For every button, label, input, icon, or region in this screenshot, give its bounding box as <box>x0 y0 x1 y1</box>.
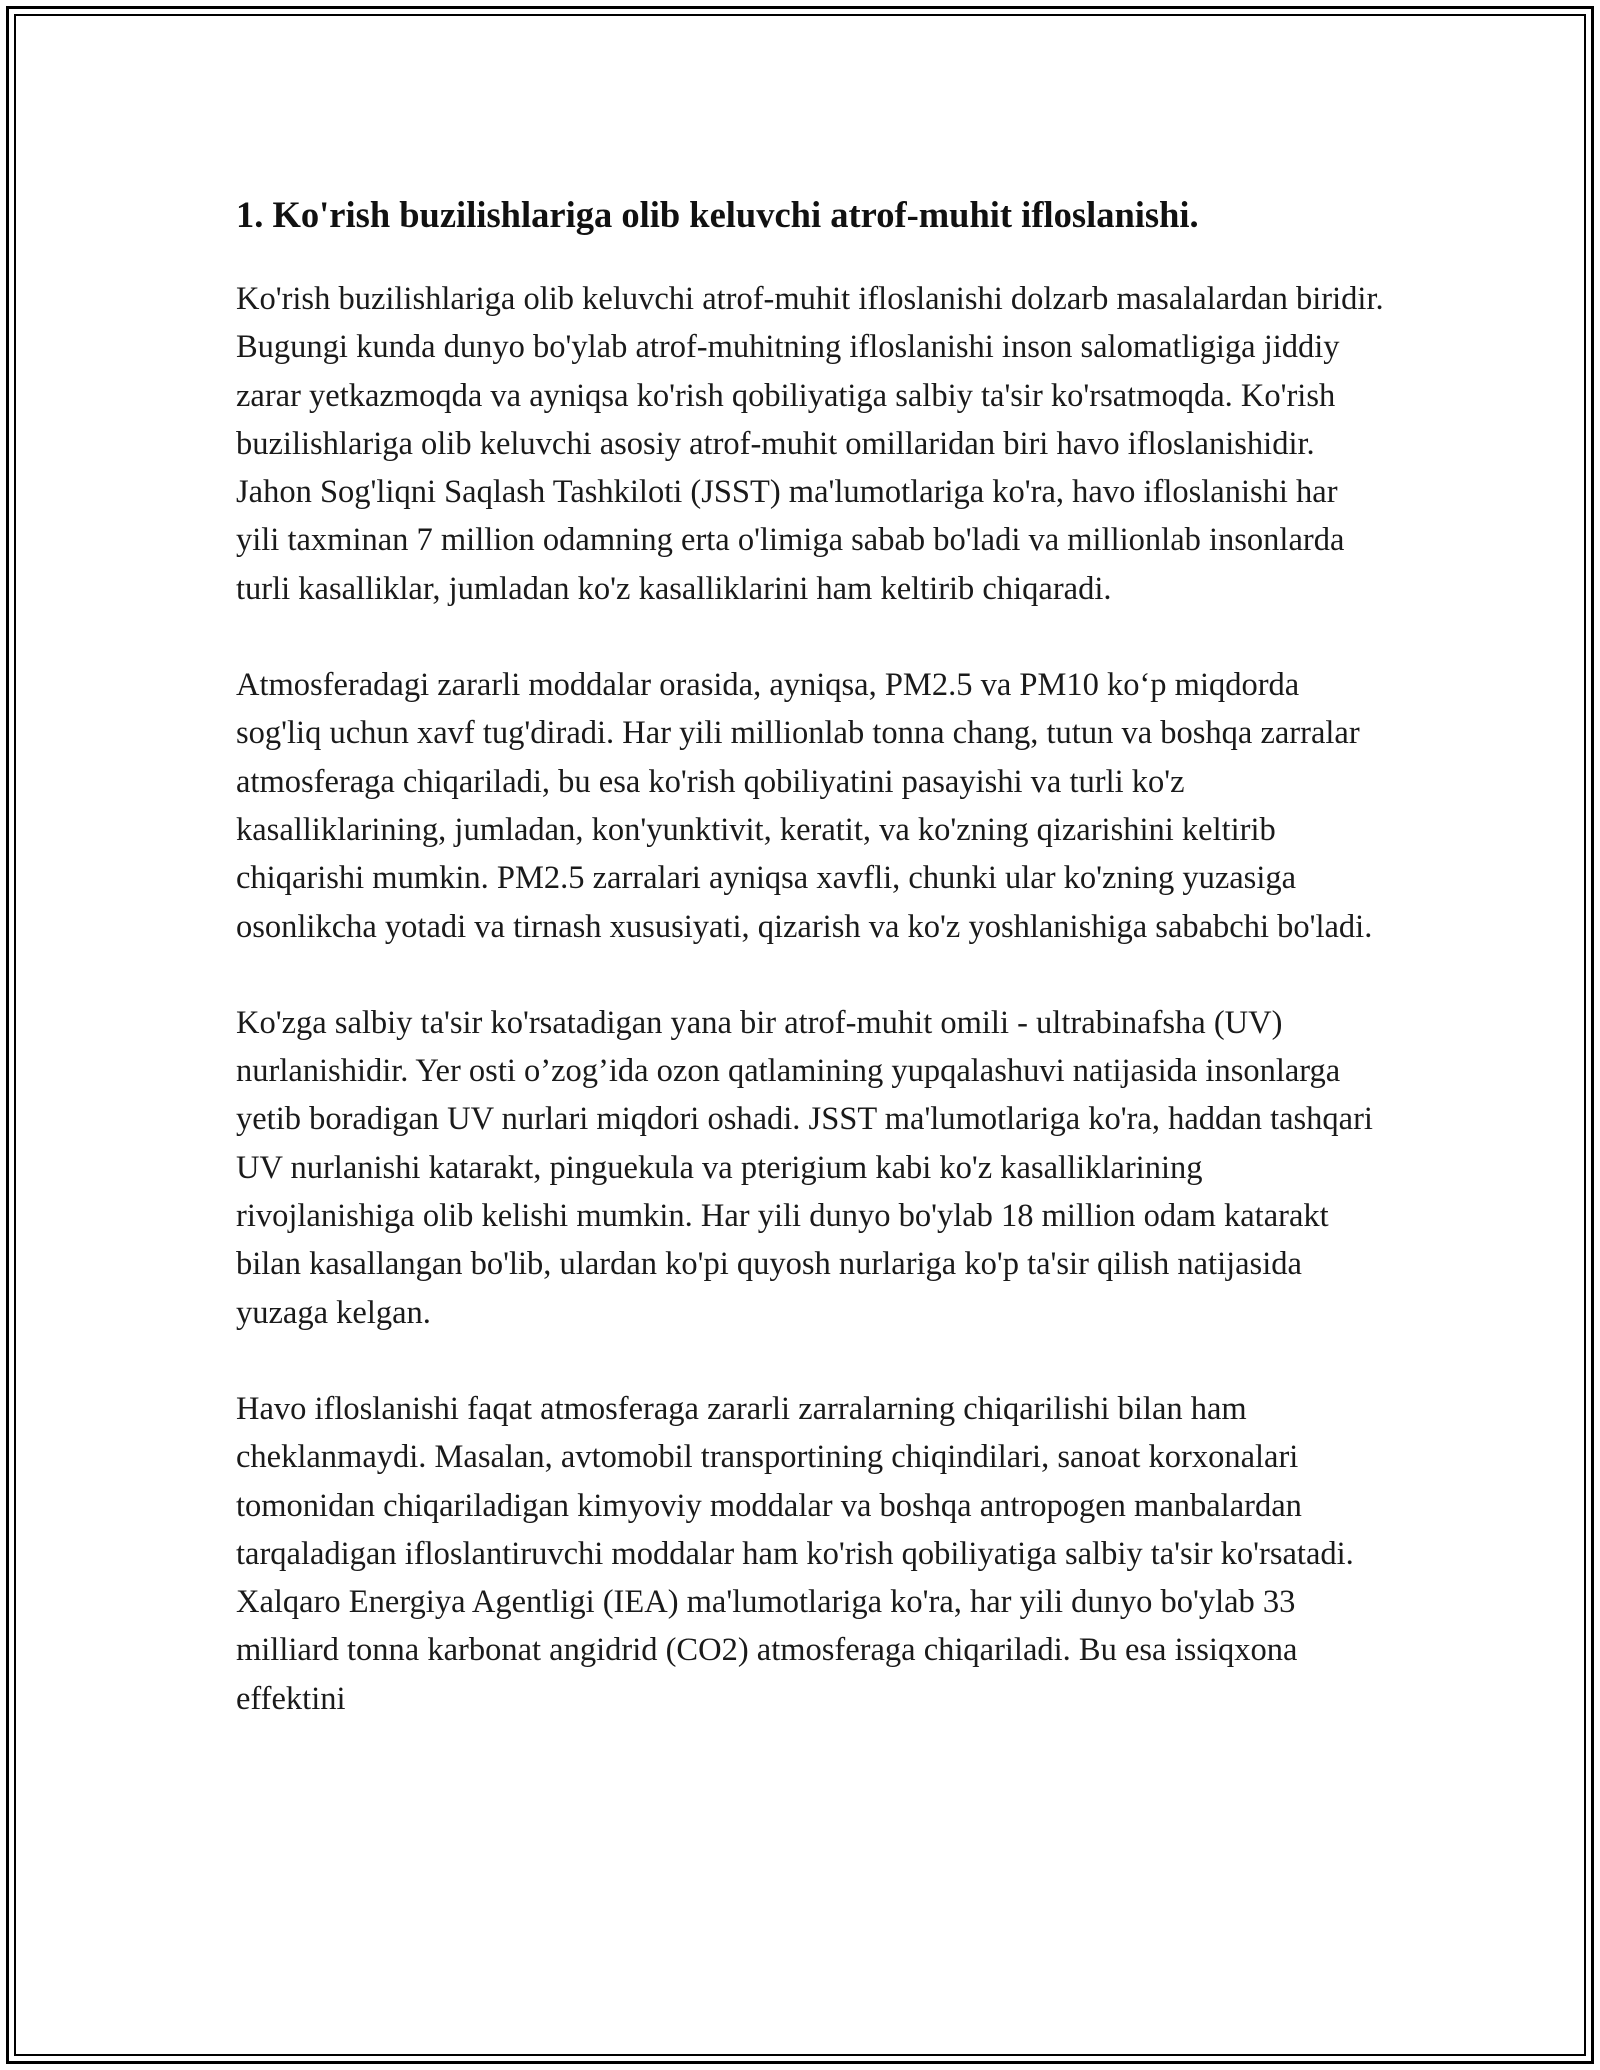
document-body <box>236 186 1386 1771</box>
paragraph-4: Havo ifloslanishi faqat atmosferaga zararli zarralarning chiqarilishi bilan ham cheklanmaydi. Masalan, avtomobil transportining chiqindilari, sanoat korxonalari tomonidan chiqariladigan kimyoviy moddalar va boshqa antropogen manbalardan tarqaladigan ifloslantiruvchi moddalar ham ko'rish qobiliyatiga salbiy ta'sir ko'rsatadi. Xalqaro Energiya Agentligi (IEA) ma'lumotlariga ko'ra, har yili dunyo bo'ylab 33 milliard tonna karbonat angidrid (CO2) atmosferaga chiqariladi. Bu esa issiqxona effektini <box>236 1390 1354 1717</box>
paragraph-2: Atmosferadagi zararli moddalar orasida, ayniqsa, PM2.5 va PM10 ko‘p miqdorda sog'liq uchun xavf tug'diradi. Har yili millionlab tonna chang, tutun va boshqa zarralar atmosferaga chiqariladi, bu esa ko'rish qobiliyatini pasayishi va turli ko'z kasalliklarining, jumladan, kon'yunktivit, keratit, va ko'zning qizarishini keltirib chiqarishi mumkin. PM2.5 zarralari ayniqsa xavfli, chunki ular ko'zning yuzasiga osonlikcha yotadi va tirnash xususiyati, qizarish va ko'z yoshlanishiga sababchi bo'ladi. <box>236 667 1373 945</box>
paragraph-3: Ko'zga salbiy ta'sir ko'rsatadigan yana bir atrof-muhit omili - ultrabinafsha (UV) nurlanishidir. Yer osti o’zog’ida ozon qatlamining yupqalashuvi natijasida insonlarga yetib boradigan UV nurlari miqdori oshadi. JSST ma'lumotlariga ko'ra, haddan tashqari UV nurlanishi katarakt, pinguekula va pterigium kabi ko'z kasalliklarining rivojlanishiga olib kelishi mumkin. Har yili dunyo bo'ylab 18 million odam katarakt bilan kasallangan bo'lib, ulardan ko'pi quyosh nurlariga ko'p ta'sir qilish natijasida yuzaga kelgan. <box>236 1004 1373 1331</box>
section-heading: 1. Ko'rish buzilishlariga olib keluvchi atrof-muhit ifloslanishi. <box>236 194 1199 235</box>
paragraph-1: Ko'rish buzilishlariga olib keluvchi atrof-muhit ifloslanishi dolzarb masalalardan biridir. Bugungi kunda dunyo bo'ylab atrof-muhitning ifloslanishi inson salomatligiga jiddiy zarar yetkazmoqda va ayniqsa ko'rish qobiliyatiga salbiy ta'sir ko'rsatmoqda. Ko'rish buzilishlariga olib keluvchi asosiy atrof-muhit omillaridan biri havo ifloslanishidir. Jahon Sog'liqni Saqlash Tashkiloti (JSST) ma'lumotlariga ko'ra, havo ifloslanishi har yili taxminan 7 million odamning erta o'limiga sabab bo'ladi va millionlab insonlarda turli kasalliklar, jumladan ko'z kasalliklarini ham keltirib chiqaradi. <box>236 281 1384 607</box>
